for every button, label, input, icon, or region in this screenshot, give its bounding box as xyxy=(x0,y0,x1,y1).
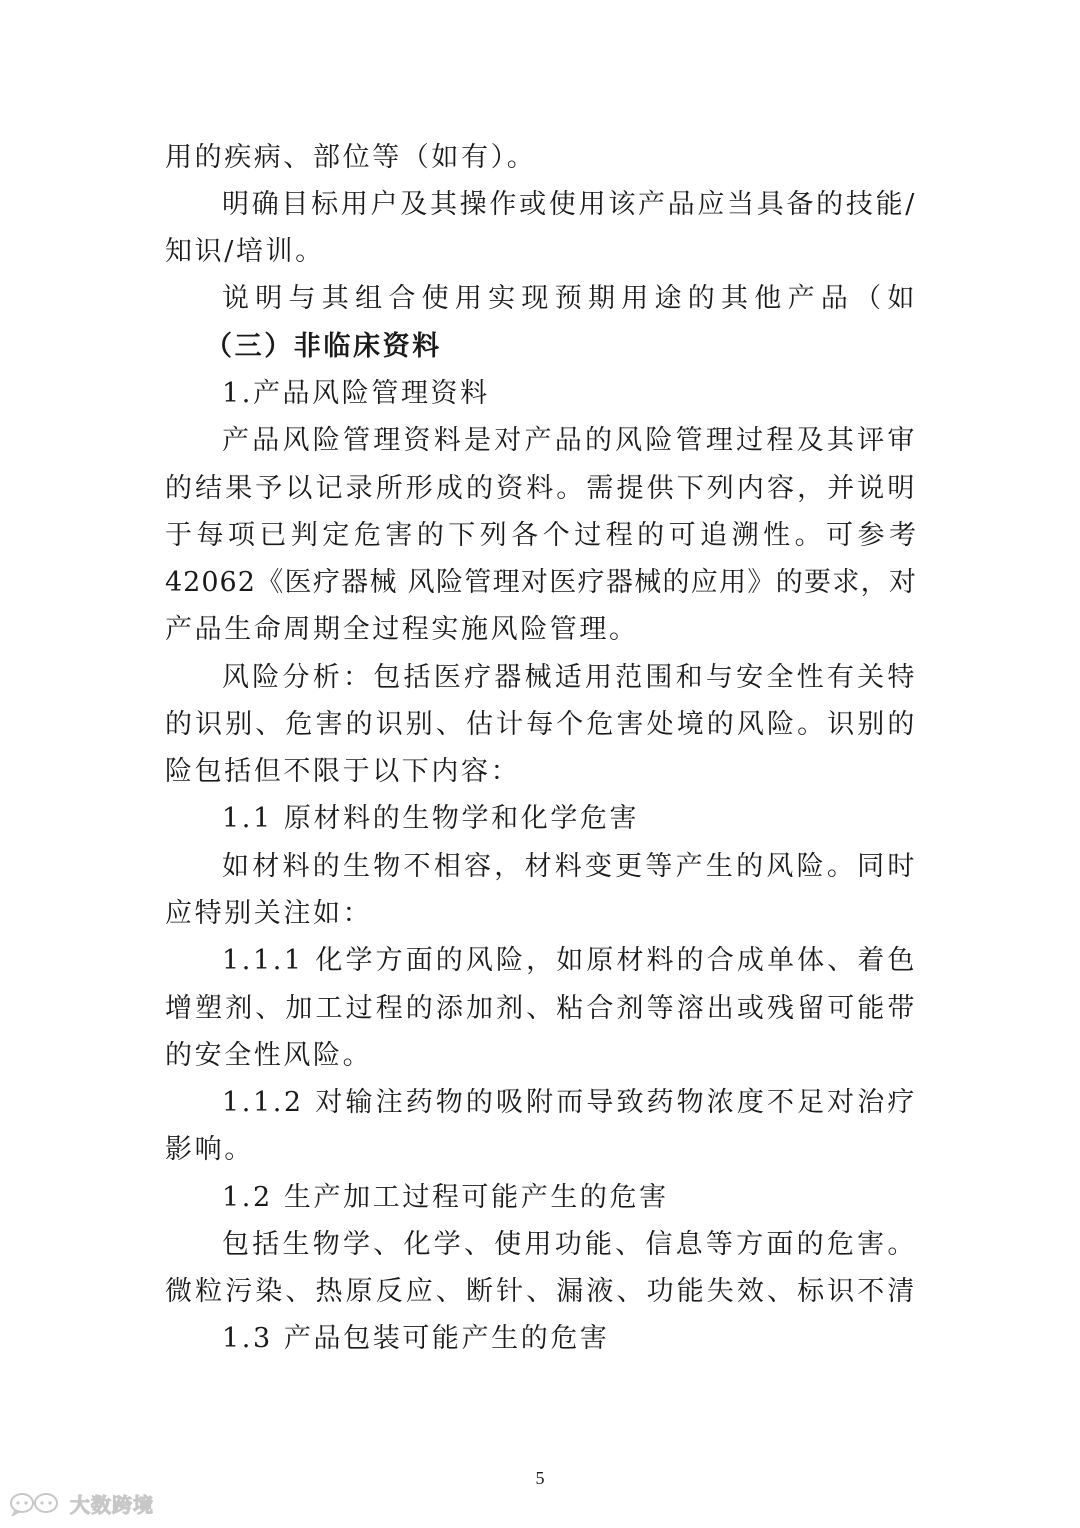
text-line: 包括生物学、化学、使用功能、信息等方面的危害。 xyxy=(222,1229,917,1260)
text-line: 的识别、危害的识别、估计每个危害处境的风险。识别的 xyxy=(165,709,917,740)
page-number: 5 xyxy=(535,1468,545,1488)
text-line: 如材料的生物不相容，材料变更等产生的风险。同时 xyxy=(222,851,917,882)
text-line: 1.1.2 对输注药物的吸附而导致药物浓度不足对治疗 xyxy=(222,1087,917,1118)
subsection-heading: 1.产品风险管理资料 xyxy=(222,378,490,409)
text-line: 于每项已判定危害的下列各个过程的可追溯性。可参考 xyxy=(165,520,917,551)
text-line: 产品风险管理资料是对产品的风险管理过程及其评审 xyxy=(222,425,917,456)
text-line: 微粒污染、热原反应、断针、漏液、功能失效、标识不清 xyxy=(165,1276,917,1307)
text-line: 应特别关注如： xyxy=(165,898,373,929)
chat-bubble-icon xyxy=(8,1490,64,1516)
watermark xyxy=(8,1488,154,1518)
text-line: 的结果予以记录所形成的资料。需提供下列内容，并说明 xyxy=(165,473,917,504)
text-line: 用的疾病、部位等（如有）。 xyxy=(165,142,537,173)
watermark-text: 大数跨境 xyxy=(70,1492,154,1517)
subsection-heading: 1.1 原材料的生物学和化学危害 xyxy=(222,803,640,834)
text-line: 险包括但不限于以下内容： xyxy=(165,756,521,787)
text-line: 的安全性风险。 xyxy=(165,1040,373,1071)
subsection-heading: 1.3 产品包装可能产生的危害 xyxy=(222,1323,610,1354)
text-line: 产品生命周期全过程实施风险管理。 xyxy=(165,614,639,645)
text-line: 42062《医疗器械 风险管理对医疗器械的应用》的要求，对 xyxy=(165,567,917,598)
text-line: 增塑剂、加工过程的添加剂、粘合剂等溶出或残留可能带 xyxy=(165,993,917,1024)
text-line: 说明与其组合使用实现预期用途的其他产品（如 xyxy=(222,283,917,314)
section-heading: （三）非临床资料 xyxy=(205,331,442,362)
text-line: 影响。 xyxy=(165,1134,254,1165)
text-line: 明确目标用户及其操作或使用该产品应当具备的技能/ xyxy=(222,189,917,220)
text-line: 风险分析：包括医疗器械适用范围和与安全性有关特 xyxy=(222,662,917,693)
text-line: 知识/培训。 xyxy=(165,236,325,267)
subsection-heading: 1.2 生产加工过程可能产生的危害 xyxy=(222,1182,669,1213)
text-line: 1.1.1 化学方面的风险，如原材料的合成单体、着色 xyxy=(222,945,917,976)
